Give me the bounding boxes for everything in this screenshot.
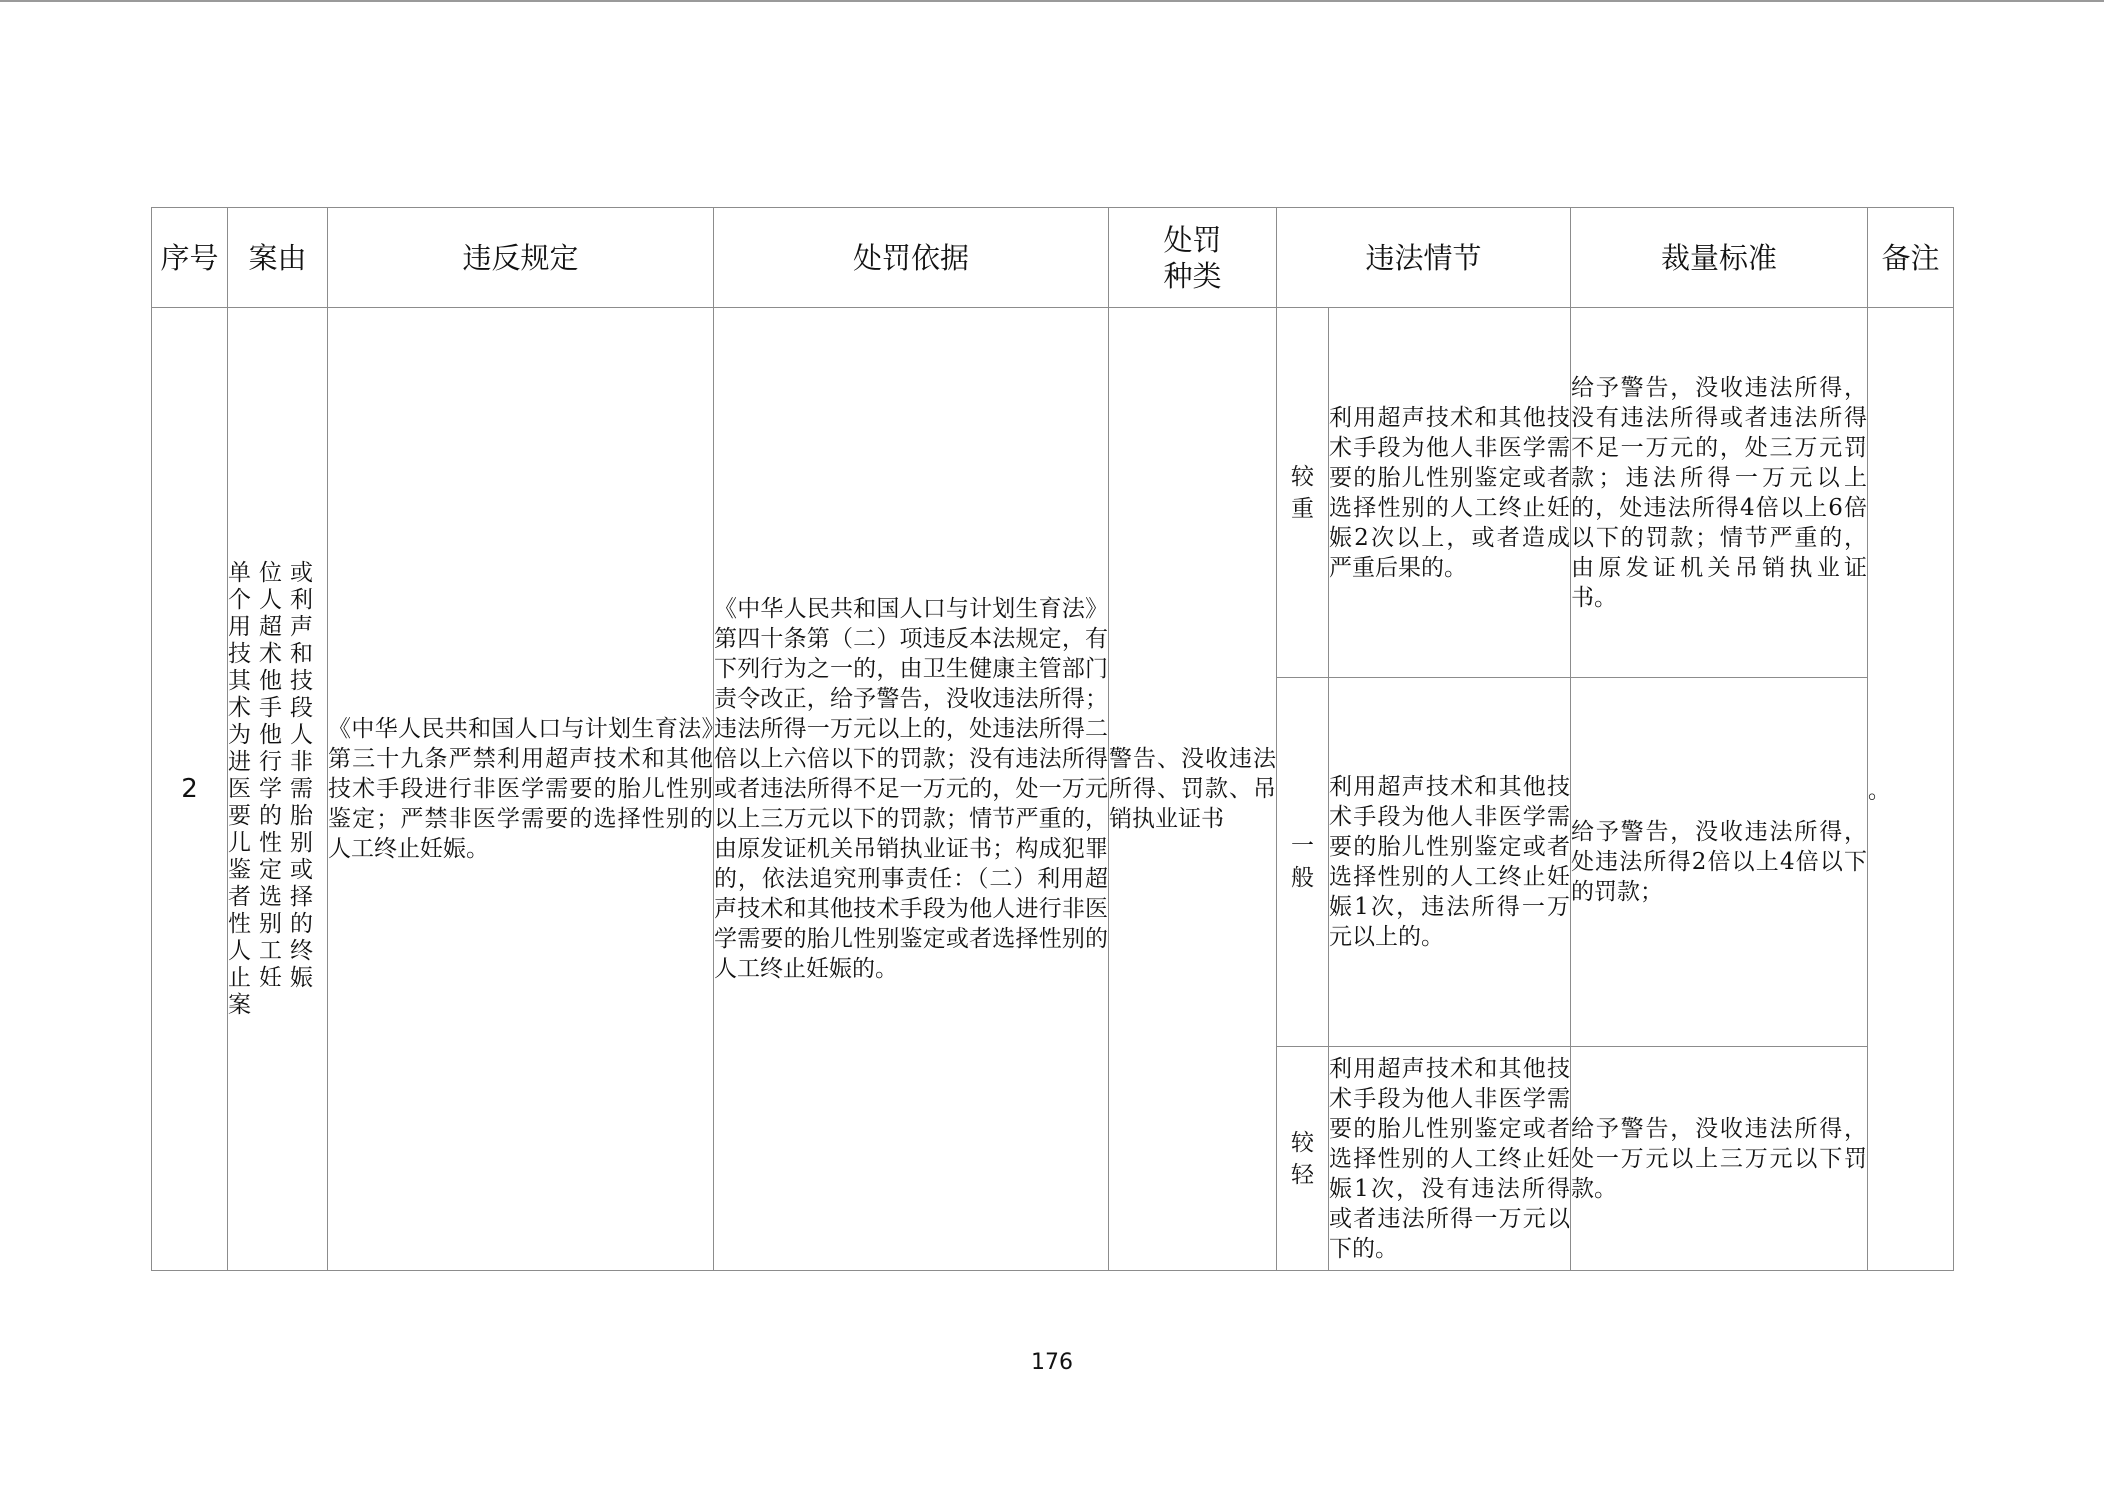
penalty-standard-table <box>151 207 1954 1271</box>
table-row-severe <box>152 308 1954 678</box>
header-circumstance: 违法情节 <box>1277 208 1571 308</box>
level-severe-cell <box>1277 308 1329 678</box>
header-remark: 备注 <box>1868 208 1954 308</box>
standard-severe-cell: 给予警告，没收违法所得，没有违法所得或者违法所得不足一万元的，处三万元罚款；违法所得一万元以上的，处违法所得4倍以上6倍以下的罚款；情节严重的，由原发证机关吊销执业证书。 <box>1571 308 1868 678</box>
level-minor-char2: 轻 <box>1291 1161 1314 1188</box>
circumstance-severe-cell: 利用超声技术和其他技术手段为他人非医学需要的胎儿性别鉴定或者选择性别的人工终止妊娠2次以上，或者造成严重后果的。 <box>1329 308 1571 678</box>
circumstance-general-cell: 利用超声技术和其他技术手段为他人非医学需要的胎儿性别鉴定或者选择性别的人工终止妊娠1次，违法所得一万元以上的。 <box>1329 678 1571 1047</box>
row-basis-cell: 《中华人民共和国人口与计划生育法》第四十条第（二）项违反本法规定，有下列行为之一的，由卫生健康主管部门责令改正，给予警告，没收违法所得；违法所得一万元以上的，处违法所得二倍以上六倍以下的罚款；没有违法所得或者违法所得不足一万元的，处一万元以上三万元以下的罚款；情节严重的，由原发证机关吊销执业证书；构成犯罪的，依法追究刑事责任：（二）利用超声技术和其他技术手段为他人进行非医学需要的胎儿性别鉴定或者选择性别的人工终止妊娠的。 <box>714 308 1109 1271</box>
level-minor-char1: 较 <box>1291 1129 1314 1156</box>
level-severe-char2: 重 <box>1291 495 1314 522</box>
header-standard: 裁量标准 <box>1571 208 1868 308</box>
top-border-line <box>0 0 2104 2</box>
header-row <box>152 208 1954 308</box>
level-general-char1: 一 <box>1291 833 1314 859</box>
header-violation: 违反规定 <box>328 208 714 308</box>
header-cause: 案由 <box>228 208 328 308</box>
row-violation-cell: 《中华人民共和国人口与计划生育法》第三十九条严禁利用超声技术和其他技术手段进行非医学需要的胎儿性别鉴定；严禁非医学需要的选择性别的人工终止妊娠。 <box>328 308 714 1271</box>
level-general-char2: 般 <box>1291 865 1314 891</box>
row-cause-text: 单位或个人利用超声技术和其他技术手段为他人进行非医学需要的胎儿性别鉴定或者选择性别的人工终止妊娠案 <box>228 559 314 1018</box>
header-penalty-type <box>1109 208 1277 308</box>
row-cause-cell <box>228 308 328 1271</box>
header-penalty-type-line2: 种类 <box>1163 258 1222 293</box>
level-minor-cell <box>1277 1047 1329 1271</box>
header-seq: 序号 <box>152 208 228 308</box>
header-penalty-type-line1: 处罚 <box>1163 222 1222 257</box>
row-penalty-type-cell: 警告、没收违法所得、罚款、吊销执业证书 <box>1109 308 1277 1271</box>
level-general-cell <box>1277 678 1329 1047</box>
standard-general-cell: 给予警告，没收违法所得，处违法所得2倍以上4倍以下的罚款； <box>1571 678 1868 1047</box>
standard-minor-cell: 给予警告，没收违法所得，处一万元以上三万元以下罚款。 <box>1571 1047 1868 1271</box>
header-basis: 处罚依据 <box>714 208 1109 308</box>
level-severe-char1: 较 <box>1291 463 1314 490</box>
circumstance-minor-cell: 利用超声技术和其他技术手段为他人非医学需要的胎儿性别鉴定或者选择性别的人工终止妊娠1次，没有违法所得或者违法所得一万元以下的。 <box>1329 1047 1571 1271</box>
row-seq-cell: 2 <box>152 308 228 1271</box>
page-number: 176 <box>1031 1350 1073 1375</box>
row-remark-cell: 。 <box>1868 308 1954 1271</box>
